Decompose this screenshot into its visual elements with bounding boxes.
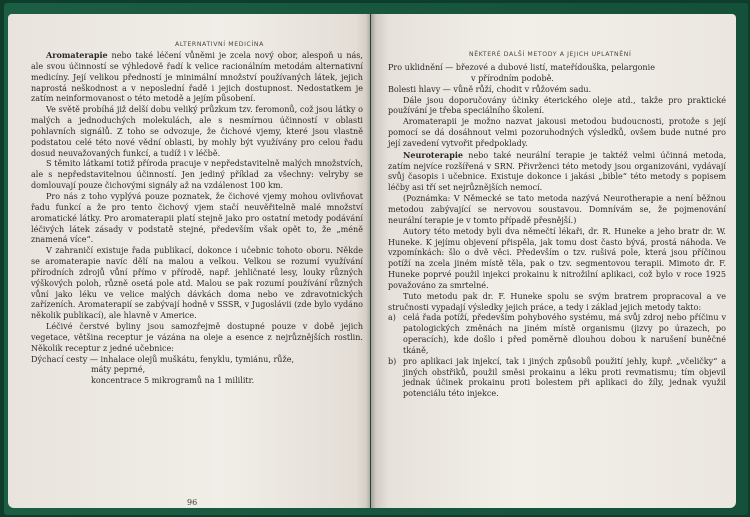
paragraph — [388, 227, 726, 292]
paragraph-text: V zahraničí existuje řada publikací, dokonce i učebnic tohoto oboru. Někde se aromaterapie navíc dělí na malou a velkou. Velkou se rozumí využívání přírodních zdrojů vůní přímo v přírodě, např. jehličnaté lesy, louky různých výškových poloh, různě osetá pole atd. Malou se pak rozumí používání různých vůní jako léku ve velice malých dávkách doma nebo ve zdravotnických zařízeních. Aromaterapií se zabývají hodně v SSSR, v Jugoslávii (zde bylo vydáno několik publikací), ale hlavně v Americe. — [31, 246, 363, 321]
term-bold: Neuroterapie — [403, 149, 464, 160]
paragraph — [31, 159, 363, 192]
paragraph — [31, 246, 363, 322]
list-item — [388, 313, 726, 356]
recipe-dash: — — [89, 354, 98, 364]
paragraph — [388, 292, 726, 314]
list-text: pro aplikaci jak injekcí, tak i jiných způsobů použití jehly, kupř. „včeličky“ a jiných obstřiků, použil směsi prokainu a léku proti revmatismu; tím objevil jednak účinek prokainu proti bolestem při aplikaci do žíly, jednak využil potenciálu této injekce. — [403, 356, 726, 399]
recipe-line: koncentrace 5 mikrogramů na 1 mililitr. — [91, 376, 255, 386]
paragraph — [31, 105, 363, 159]
running-head: ALTERNATIVNÍ MEDICÍNA — [175, 41, 264, 48]
recipe-line — [388, 63, 726, 74]
recipe-line — [388, 85, 726, 96]
recipe-label: Bolesti hlavy — [388, 84, 441, 94]
paragraph-text: S těmito látkami totiž příroda pracuje v nepředstavitelně malých množstvích, ale s nepředstavitelnou účinností. Jen jediný příklad za všechny: velryby se domlouvají pouze čichovými signály až na vzdálenost 100 km. — [31, 159, 363, 191]
right-page-text — [388, 63, 726, 400]
paragraph-text: nebo také léčení vůněmi je zcela nový obor, alespoň u nás, ale svou účinností se výhledově řadí k velice racionálním metodám alternativní medicíny. Její velikou předností je minimální množství používaných látek, jejich naprostá neškodnost a v neposlední řadě i jejich dostupnost. Nedostatkem je zatím neinformovanost o této metodě a jejím působení. — [31, 51, 363, 104]
paragraph — [31, 50, 363, 105]
paragraph-text: Léčivé čerstvé byliny jsou samozřejmě dostupné pouze v době jejich vegetace, většina receptur je vázána na oleje a esence z nejrůznějších rostlin. Několik receptur z jedné učebnice: — [31, 322, 363, 353]
recipe-label: Pro uklidnění — [388, 63, 443, 72]
paragraph — [388, 150, 726, 194]
recipe-text: březové a dubové listí, mateřídouška, pelargonie — [455, 63, 655, 72]
paragraph-text: Pro nás z toho vyplývá pouze poznatek, že čichové vjemy mohou ovlivňovat řadu funkcí a že pro tento čichový vjem stačí neuvěřitelně malé množství aromatické látky. Pro aromaterapii platí stejně jako pro ostatní metody podávání léčivých látek zásady v podstatě stejné, především však opět to, že „méně znamená více“. — [31, 191, 363, 245]
paragraph-text: (Poznámka: V Německé se tato metoda nazývá Neurotherapie a není běžnou metodou zabývající se nervovou soustavou. Domnívám se, že pojmenování neurální terapie je v tomto případě přesnější.) — [388, 194, 726, 225]
paragraph-text: Autory této metody byli dva němečtí lékaři, dr. R. Huneke a jeho bratr dr. W. Huneke. K jejímu objevení přispěla, jak tomu dost často bývá, prostá náhoda. Ve vzpomínkách: šlo o dvě věci. Především o tzv. rušivá pole, která jsou příčinou potíží na zcela jiném místě těla, pak o tzv. segmentovou terapii. Mimoto dr. F. Huneke poprvé použil injekci prokainu k nitrožilní aplikaci, což bylo v roce 1925 považováno za smrtelné. — [388, 226, 726, 290]
paragraph-text: Dále jsou doporučovány účinky éterického oleje atd., takže pro praktické používání je třeba speciálního školení. — [388, 95, 726, 116]
running-head: NĚKTERÉ DALŠÍ METODY A JEJICH UPLATNĚNÍ — [469, 51, 632, 58]
list-marker: b) — [388, 356, 397, 366]
paragraph-text: Tuto metodu pak dr. F. Huneke spolu se svým bratrem propracoval a ve stručnosti vypadají výsledky jejich práce, a tedy i základ jejich metody takto: — [388, 291, 726, 312]
recipe-dash: — — [442, 84, 451, 94]
recipe-label: Dýchací cesty — [31, 354, 88, 364]
paragraph — [388, 194, 726, 227]
recipe-dash: — — [445, 63, 454, 72]
paragraph — [388, 117, 726, 150]
recipe-line — [31, 355, 363, 366]
right-page — [371, 14, 736, 508]
paragraph-text: nebo také neurální terapie je taktéž velmi účinná metoda, zatím nejvíce rozšířená v SRN. Přivrženci této metody jsou organizováni, vydávají svůj časopis i učebnice. Existuje dokonce i jakási „bible“ této metody s popisem léčby asi tří set nejrůznějších nemocí. — [388, 150, 726, 193]
paragraph — [388, 96, 726, 118]
list-marker: a) — [388, 313, 396, 323]
page-number: 96 — [187, 498, 198, 507]
recipe-line: v přírodním podobě. — [471, 73, 554, 83]
book-gutter — [366, 14, 376, 508]
recipe-text: vůně růží, chodit v růžovém sadu. — [453, 84, 592, 94]
paragraph-text: Ve světě probíhá již delší dobu veliký průzkum tzv. feromonů, což jsou látky o malých a jednoduchých molekulách, ale s nesmírnou účinností v oblasti pohlavních signálů. Z toho se odvozuje, že čichové vjemy, které jsou vlastně podstatou celé této nové vědní oblasti, by mohly být využívány pro celou řadu dosud neuvažovaných funkcí, a tudíž i v léčbě. — [31, 105, 363, 158]
term-bold: Aromaterapie — [46, 50, 108, 60]
recipe-line: máty peprné, — [91, 365, 146, 375]
left-page — [8, 14, 370, 508]
list-text: celá řada potíží, především pohybového systému, má svůj zdroj nebo příčinu v patologických změnách na jiném místě organismu (jizvy po úrazech, po operacích), kde došlo i před poměrně dlouhou dobou k narušení buněčné tkáně, — [403, 313, 726, 355]
recipe-text: inhalace olejů muškátu, fenyklu, tymiánu, růže, — [100, 354, 295, 364]
left-page-text — [31, 50, 363, 387]
paragraph — [31, 322, 363, 355]
list-item — [388, 357, 726, 400]
paragraph-text: Aromaterapii je možno nazvat jakousi metodou budoucnosti, protože s její pomocí se dá dosáhnout velmi pozoruhodných výsledků, ovšem bude nutné pro její zavedení vytvořit předpoklady. — [388, 117, 726, 148]
paragraph — [31, 192, 363, 246]
